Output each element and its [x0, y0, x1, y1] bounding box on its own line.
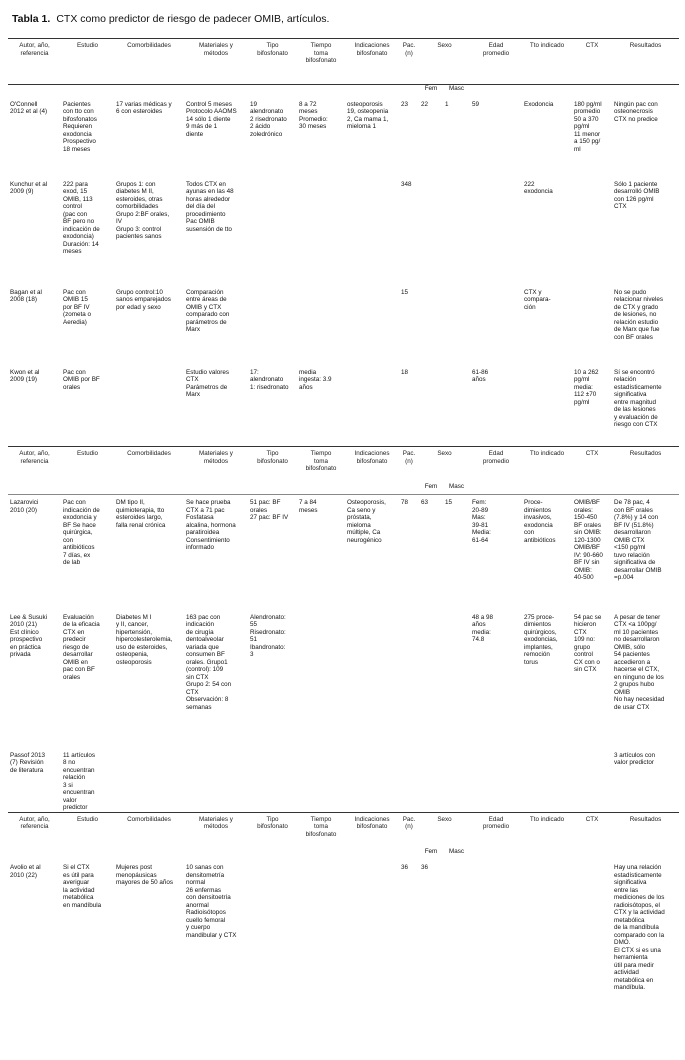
table-label: Tabla 1. — [12, 13, 51, 25]
cell-resultados: No se pudo relacionar niveles de CTX y grado de lesiones, no relación estudio de Marx que fue con BF orales — [614, 288, 664, 341]
cell-pac: 18 — [401, 368, 409, 376]
cell-pac: 15 — [401, 288, 409, 296]
cell-indicaciones — [345, 610, 399, 748]
subheader-row — [8, 85, 679, 97]
header-tipo: Tipo bifosfonato — [257, 42, 288, 57]
header-masc: Masc — [448, 482, 465, 490]
cell-materiales: 163 pac con indicación de cirugía dentoalveolar variada que consumen BF orales. Grupo1 (control): 109 sin CTX Grupo 2: 54 con CTX Observación: 8 semanas — [186, 613, 232, 711]
cell-edad: Fem: 20-89 Mas: 39-81 Media: 61-64 — [472, 499, 491, 544]
header-sexo: Sexo — [437, 42, 452, 49]
header-autor: Autor, año, referencia — [19, 815, 50, 830]
header-ctx: CTX — [585, 450, 599, 457]
table-row — [8, 365, 679, 447]
cell-tiempo — [297, 610, 345, 748]
cell-estudio: Evaluación de la eficacia CTX en predecir riesgo de desarrollar OMIB en pac con BF orales — [63, 613, 100, 681]
table-row — [8, 177, 679, 285]
cell-pac: 36 — [401, 864, 409, 871]
cell-estudio: Pac con OMIB por BF orales — [63, 368, 100, 391]
cell-resultados: Sólo 1 paciente desarrolló OMIB con 126 pg/ml CTX — [614, 180, 660, 210]
cell-tiempo: 8 a 72 meses Promedio: 30 meses — [299, 100, 328, 130]
cell-tipo — [248, 285, 297, 365]
header-materiales: Materiales y métodos — [199, 42, 233, 57]
cell-materiales: Control 5 meses Protocolo AAOMS 14 sólo 1 diente 9 más de 1 diente — [186, 100, 237, 138]
table-row — [8, 748, 679, 813]
table-row — [8, 610, 679, 748]
cell-materiales — [184, 748, 248, 813]
cell-edad — [470, 748, 522, 813]
cell-materiales: 10 sanas con densitometría normal 26 enfermas con densitoetría anormal Radioisótopos cuello femoral y cuerpo mandibular y CTX — [186, 864, 237, 939]
cell-fem — [419, 748, 443, 813]
header-tto: Tto indicado — [529, 42, 565, 49]
header-ctx: CTX — [585, 42, 599, 49]
cell-autor: Passof 2013 (7) Revisión de literatura — [10, 751, 46, 774]
cell-ctx: 180 pg/ml promedio 50 a 370 pg/ml 11 menor a 150 pg/ ml — [574, 100, 602, 153]
cell-resultados: 3 artículos con valor predictor — [614, 751, 655, 766]
table-row — [8, 860, 679, 1030]
cell-fem: 63 — [421, 499, 429, 506]
cell-estudio: 11 artículos 8 no encuentran relación 3 si encuentran valor predictor — [63, 751, 96, 811]
cell-pac: 23 — [401, 100, 409, 108]
cell-tipo: 17: alendronato 1: risedronato — [250, 368, 289, 391]
header-row — [8, 39, 679, 85]
header-resultados: Resultados — [629, 450, 662, 457]
cell-tiempo: media ingesta: 3.9 años — [299, 368, 332, 391]
cell-materiales: Comparación entre áreas de OMIB y CTX comparado con parámetros de Marx — [186, 288, 230, 333]
cell-ctx — [572, 177, 612, 285]
header-indicaciones: Indicaciones bifosfonato — [354, 42, 390, 57]
cell-fem — [419, 610, 443, 748]
cell-fem — [419, 285, 443, 365]
cell-estudio: 222 para exod, 15 OMIB, 113 control (pac con BF pero no indicación de exodoncia) Duración: 14 meses — [63, 180, 100, 255]
header-estudio: Estudio — [76, 450, 98, 457]
cell-pac — [399, 748, 419, 813]
cell-resultados: A pesar de tener CTX <a 100pg/ ml 10 pacientes no desarrollaron OMIB, sólo 54 pacientes accedieron a hacerse el CTX, en ninguno de los 2 grupos hubo OMIB No hay necesidad de usar CTX — [614, 613, 665, 711]
header-estudio: Estudio — [76, 815, 98, 823]
cell-comorbilidades: Grupo control:10 sanos emparejados por edad y sexo — [116, 288, 171, 311]
cell-indicaciones: osteoporosis 19, osteopenia 2, Ca mama 1, mieloma 1 — [347, 100, 389, 130]
cell-indicaciones — [345, 285, 399, 365]
table-row — [8, 97, 679, 177]
cell-tiempo — [297, 860, 345, 1030]
cell-edad: 61-86 años — [472, 368, 489, 383]
cell-estudio: Pac con OMIB 15 por BF IV (zometa o Aeredia) — [63, 288, 91, 326]
header-masc: Masc — [448, 848, 465, 855]
cell-comorbilidades: Grupos 1: con diabetes M II, esteroides, otras comorbilidades Grupo 2:BF orales, IV Grupo 3: control pacientes sanos — [116, 180, 170, 240]
cell-ctx: 10 a 262 pg/ml media: 112 ±70 pg/ml — [574, 368, 599, 406]
table-row — [8, 495, 679, 610]
cell-masc — [443, 748, 470, 813]
cell-comorbilidades — [114, 748, 184, 813]
header-edad: Edad promedio — [482, 815, 510, 830]
cell-tipo: 19 alendronato 2 risedronato 2 ácido zoledrónico — [250, 100, 287, 138]
cell-materiales: Estudio valores CTX Parámetros de Marx — [186, 368, 230, 398]
cell-masc — [443, 285, 470, 365]
cell-tto — [522, 365, 572, 447]
cell-fem: 36 — [421, 864, 429, 871]
cell-resultados: Sí se encontró relación estadísticamente significativa entre magnitud de las lesiones y evaluación de riesgo con CTX — [614, 368, 662, 428]
subheader-row — [8, 483, 679, 495]
header-estudio: Estudio — [76, 42, 98, 49]
cell-resultados: Hay una relación estadísticamente significativa entre las mediciones de los radioisótopos, el CTX y la actividad metabólica de la mandíbula comparado con la DMO. El CTX si es una herramienta útil para medir actividad metabólica en mandíbula. — [614, 864, 665, 991]
header-fem: Fem — [424, 848, 438, 855]
header-materiales: Materiales y métodos — [199, 815, 233, 830]
cell-masc — [443, 365, 470, 447]
header-edad: Edad promedio — [482, 42, 510, 57]
header-tipo: Tipo bifosfonato — [257, 815, 288, 830]
cell-tto: Exodoncia — [524, 100, 554, 108]
header-pac: Pac. (n) — [402, 815, 416, 830]
cell-materiales: Todos CTX en ayunas en las 48 horas alrededor del día del procedimiento Pac OMIB susensión de tto — [186, 180, 234, 233]
cell-pac — [399, 610, 419, 748]
cell-estudio: Si el CTX es útil para averiguar la actividad metabólica en mandíbula — [63, 864, 102, 909]
cell-tiempo — [297, 285, 345, 365]
table-title — [12, 13, 329, 25]
header-sexo: Sexo — [437, 815, 452, 823]
cell-fem — [419, 177, 443, 285]
header-materiales: Materiales y métodos — [199, 450, 233, 465]
cell-tipo: Alendronato: 55 Risedronato: 51 Ibandronato: 3 — [250, 613, 286, 658]
cell-masc — [443, 860, 470, 1030]
header-sexo: Sexo — [437, 450, 452, 457]
header-indicaciones: Indicaciones bifosfonato — [354, 815, 390, 830]
cell-tipo — [248, 748, 297, 813]
cell-estudio: Pac con indicación de exodoncia y BF Se hace quirúrgica, con antibióticos 7 días, ex de lab — [63, 499, 100, 566]
subheader-row — [8, 848, 679, 860]
cell-comorbilidades — [114, 365, 184, 447]
cell-indicaciones — [345, 365, 399, 447]
cell-edad: 59 — [472, 100, 480, 108]
cell-edad: 48 a 98 años media: 74.8 — [472, 613, 494, 643]
cell-comorbilidades: 17 varias médicas y 6 con esteroides — [116, 100, 172, 115]
cell-indicaciones — [345, 177, 399, 285]
cell-edad — [470, 177, 522, 285]
cell-resultados: Ningún pac con osteonecrosis CTX no predice — [614, 100, 658, 123]
header-fem: Fem — [424, 482, 438, 490]
header-comorbilidades: Comorbilidades — [127, 42, 171, 49]
cell-tto: 275 proce- dimientos quirúrgicos, exodoncias, implantes, remoción torus — [524, 613, 558, 666]
cell-pac: 78 — [401, 499, 409, 506]
cell-tiempo: 7 a 84 meses — [299, 499, 318, 514]
header-fem: Fem — [424, 85, 438, 92]
cell-autor: Avolio et al 2010 (22) — [10, 864, 41, 879]
header-tipo: Tipo bifosfonato — [257, 450, 288, 465]
header-row — [8, 812, 679, 848]
header-tiempo: Tiempo toma bifosfonato — [305, 450, 337, 472]
cell-estudio: Pacientes con tto con bifosfonatos Requieren exodoncia Prospectivo 18 meses — [63, 100, 97, 153]
cell-comorbilidades: Diabetes M I y II, cancer, hipertensión, hipercolesterolemia, uso de esteroides, osteopenia, osteoporosis — [116, 613, 173, 666]
header-resultados: Resultados — [629, 42, 662, 49]
cell-autor: Lee & Susuki 2010 (21) Est clínico prospectivo en práctica privada — [10, 613, 48, 658]
cell-masc: 1 — [445, 100, 449, 108]
cell-autor: Kunchur et al 2009 (9) — [10, 180, 48, 195]
cell-masc: 15 — [445, 499, 453, 506]
cell-masc — [443, 177, 470, 285]
header-masc: Masc — [448, 85, 465, 92]
cell-ctx — [572, 285, 612, 365]
cell-tto: 222 exodoncia — [524, 180, 553, 195]
cell-tiempo — [297, 748, 345, 813]
cell-autor: Lazarovici 2010 (20) — [10, 499, 39, 514]
cell-tto: Proce- dimientos invasivos, exodoncia con antibióticos — [524, 499, 556, 544]
cell-tto — [522, 860, 572, 1030]
header-ctx: CTX — [585, 815, 599, 823]
cell-pac: 348 — [401, 180, 412, 188]
cell-fem — [419, 365, 443, 447]
header-autor: Autor, año, referencia — [19, 450, 50, 465]
header-comorbilidades: Comorbilidades — [127, 450, 171, 457]
table-caption: CTX como predictor de riesgo de padecer OMIB, artículos. — [56, 13, 330, 25]
cell-comorbilidades: Mujeres post menopáusicas mayores de 50 años — [116, 864, 174, 886]
cell-resultados: De 78 pac, 4 con BF orales (7.8%) y 14 con BF IV (51.8%) desarrollaron OMIB CTX <150 pg/ml tuvo relación significativa de desarrollar OMIB =p.004 — [614, 499, 662, 581]
cell-ctx — [572, 860, 612, 1030]
header-indicaciones: Indicaciones bifosfonato — [354, 450, 390, 465]
header-tiempo: Tiempo toma bifosfonato — [305, 42, 337, 64]
cell-comorbilidades: DM tipo II, quimioterapia, tto esteroides largo, falla renal crónica — [116, 499, 166, 529]
cell-tto — [522, 748, 572, 813]
cell-edad — [470, 860, 522, 1030]
header-comorbilidades: Comorbilidades — [127, 815, 171, 823]
cell-autor: O'Connell 2012 et al (4) — [10, 100, 48, 115]
cell-indicaciones — [345, 860, 399, 1030]
header-pac: Pac. (n) — [402, 42, 416, 57]
cell-masc — [443, 610, 470, 748]
cell-ctx: 54 pac se hicieron CTX 109 no: grupo control CX con o sin CTX — [574, 613, 602, 673]
header-autor: Autor, año, referencia — [19, 42, 50, 57]
cell-tto: CTX y compara- ción — [524, 288, 551, 311]
cell-indicaciones: Osteoporosis, Ca seno y próstata, mieloma múltiple, Ca neurogénico — [347, 499, 386, 544]
header-tto: Tto indicado — [529, 815, 565, 823]
header-tto: Tto indicado — [529, 450, 565, 457]
header-row — [8, 447, 679, 483]
cell-tipo — [248, 177, 297, 285]
cell-ctx: OMIB/BF orales: 150-450 BF orales sin OMIB: 120-1300 OMIB/BF IV: 90-660 BF IV sin OMIB: 40-500 — [574, 499, 603, 581]
ctx-table — [8, 38, 679, 1030]
cell-tipo: 51 pac: BF orales 27 pac: BF IV — [250, 499, 289, 521]
cell-tiempo — [297, 177, 345, 285]
cell-tipo — [248, 860, 297, 1030]
cell-ctx — [572, 748, 612, 813]
cell-fem: 22 — [421, 100, 429, 108]
cell-edad — [470, 285, 522, 365]
header-pac: Pac. (n) — [402, 450, 416, 465]
table-row — [8, 285, 679, 365]
header-tiempo: Tiempo toma bifosfonato — [305, 815, 337, 838]
header-edad: Edad promedio — [482, 450, 510, 465]
cell-indicaciones — [345, 748, 399, 813]
header-resultados: Resultados — [629, 815, 662, 823]
cell-autor: Bagan et al 2008 (18) — [10, 288, 42, 303]
cell-materiales: Se hace prueba CTX a 71 pac Fosfatasa alcalina, hormona paratiroidea Consentimiento informado — [186, 499, 236, 551]
cell-autor: Kwon et al 2009 (19) — [10, 368, 40, 383]
